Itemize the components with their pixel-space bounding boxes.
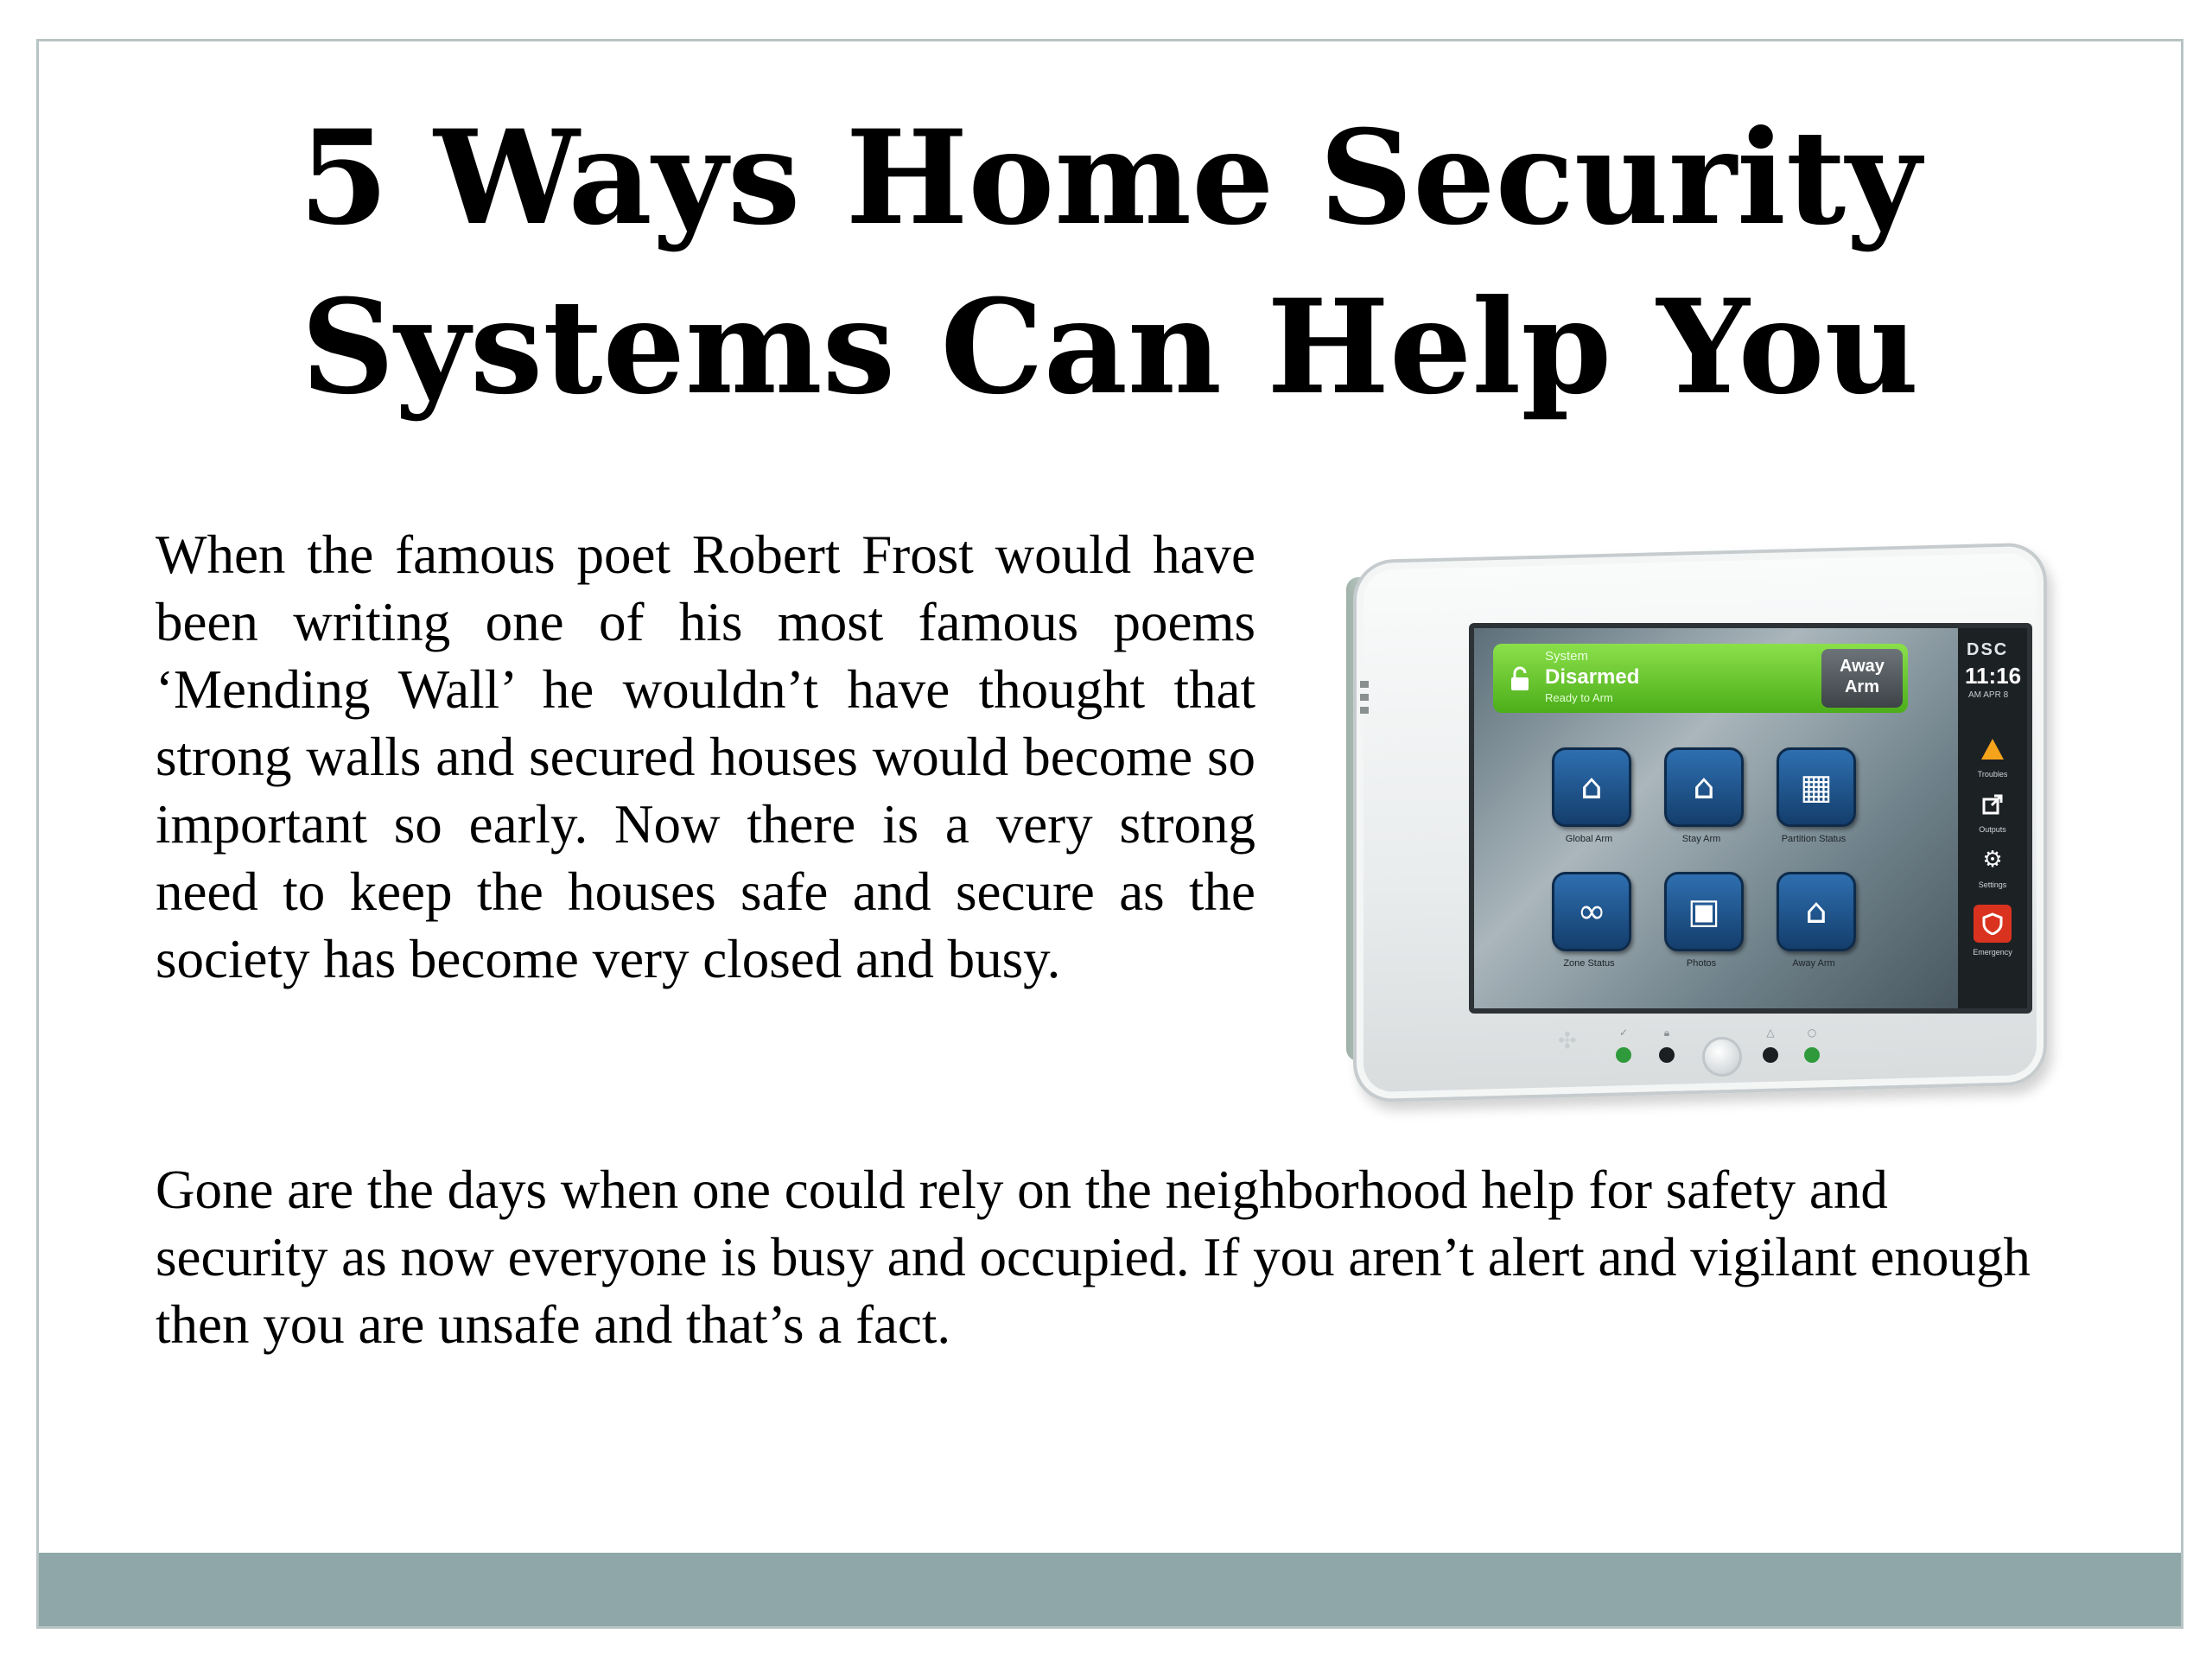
- tile-label: Away Arm: [1792, 958, 1835, 969]
- gear-icon: ⚙: [1982, 847, 2003, 873]
- status-heading: System: [1545, 649, 1589, 664]
- partition-icon: ▦: [1777, 747, 1856, 827]
- ready-led-icon: [1616, 1047, 1631, 1063]
- system-status-banner: [1493, 644, 1908, 713]
- ready-symbol-icon: ✓: [1618, 1027, 1629, 1039]
- slide-title: [39, 93, 2181, 432]
- security-panel-image: [1346, 517, 2053, 1113]
- screen-side-panel: [1958, 628, 2027, 1008]
- title-line-1: 5 Ways Home Security: [298, 102, 1922, 254]
- vent-slot: [1360, 694, 1369, 701]
- vent-slot: [1360, 707, 1369, 714]
- plus-mark-icon: ✣: [1558, 1028, 1577, 1054]
- side-label: Troubles: [1977, 770, 2008, 779]
- ac-symbol-icon: ○: [1807, 1027, 1817, 1039]
- tile-label: Stay Arm: [1681, 834, 1721, 844]
- clock-time: 11:16: [1965, 663, 2022, 689]
- home-button: [1702, 1037, 1742, 1077]
- status-subtext: Ready to Arm: [1545, 691, 1613, 704]
- armed-led-icon: [1659, 1047, 1675, 1063]
- trouble-led-icon: [1763, 1047, 1778, 1063]
- warning-icon: [1974, 730, 2012, 768]
- away-arm-button: Away Arm: [1821, 649, 1903, 708]
- tile-label: Zone Status: [1563, 958, 1615, 969]
- emergency-icon: [1974, 905, 2012, 943]
- clock-date: AM APR 8: [1968, 690, 2009, 700]
- tile-label: Partition Status: [1781, 834, 1847, 844]
- side-label: Emergency: [1973, 948, 2012, 957]
- slide: [36, 39, 2183, 1629]
- trouble-symbol-icon: △: [1766, 1027, 1775, 1039]
- vent-slot: [1360, 681, 1369, 688]
- title-line-2: Systems Can Help You: [301, 271, 1919, 423]
- photos-icon: ▣: [1664, 872, 1744, 951]
- home-icon: ⌂: [1664, 747, 1744, 827]
- footer-bar: [39, 1553, 2181, 1626]
- global-arm-icon: ⌂: [1552, 747, 1631, 827]
- side-label: Settings: [1978, 880, 2007, 889]
- ac-led-icon: [1804, 1047, 1820, 1063]
- tile-label: Photos: [1686, 958, 1717, 969]
- tile-label: Global Arm: [1565, 834, 1613, 844]
- device-screen: [1469, 623, 2032, 1014]
- zone-icon: ∞: [1552, 872, 1631, 951]
- export-icon: [1974, 785, 2012, 823]
- indicator-lights: [1605, 1027, 1830, 1078]
- status-value: Disarmed: [1545, 665, 1640, 689]
- night-arm-icon: ⌂: [1777, 872, 1856, 951]
- brand-logo: DSC: [1967, 640, 2009, 659]
- side-label: Outputs: [1979, 825, 2006, 834]
- unlock-icon: [1507, 666, 1533, 692]
- intro-paragraph: When the famous poet Robert Frost would have been writing one of his most famous poems ‘Mending Wall’ he wouldn’t have thought that strong walls and secured houses would become so important so early. Now there is a very strong need to keep the houses safe and secure as the society has become very closed and busy.: [156, 524, 1255, 989]
- second-paragraph: Gone are the days when one could rely on the neighborhood help for safety and security as now everyone is busy and occupied. If you aren’t alert and vigilant enough then you are unsafe and that’s a fact.: [156, 1160, 2031, 1355]
- armed-symbol-icon: 🔒︎: [1663, 1027, 1670, 1039]
